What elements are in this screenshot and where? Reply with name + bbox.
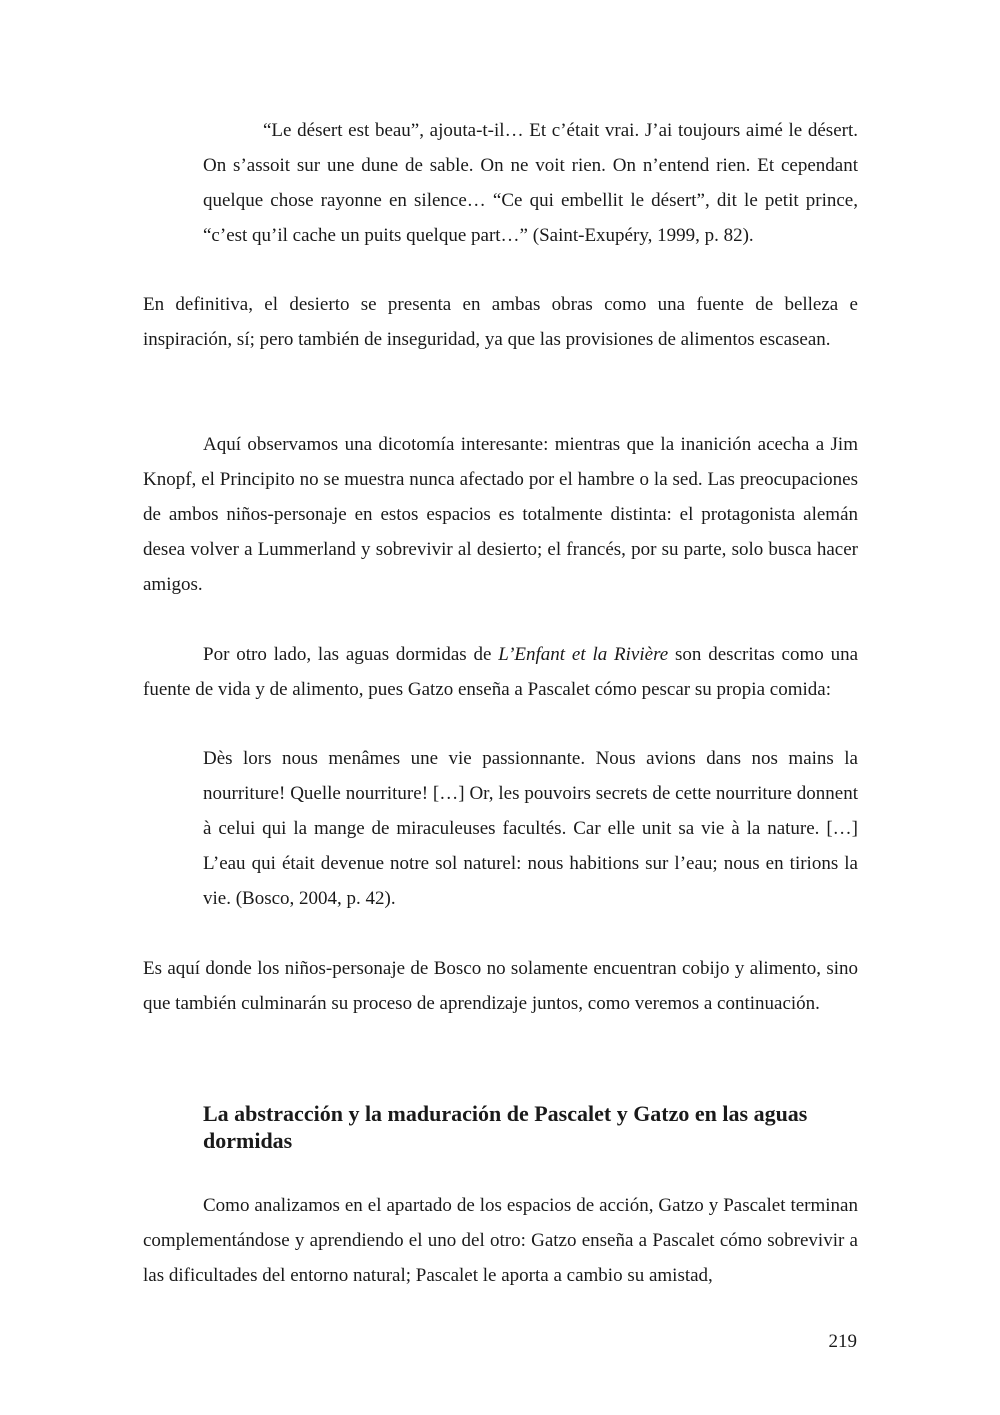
block-quote-saint-exupery: “Le désert est beau”, ajouta-t-il… Et c’était vrai. J’ai toujours aimé le désert. On s’assoit sur une dune de sable. On ne voit rien. On n’entend rien. Et cependant quelque chose rayonne en silence… “Ce qui embellit le désert”, dit le petit prince, “c’est qu’il cache un puits quelque part…” (Saint-Exupéry, 1999, p. 82). — [203, 120, 858, 246]
block-quote-bosco: Dès lors nous menâmes une vie passionnante. Nous avions dans nos mains la nourriture! Quelle nourriture! […] Or, les pouvoirs secrets de cette nourriture donnent à celui qui la mange de miraculeuses facultés. Car elle unit sa vie à la nature. […] L’eau qui était devenue notre sol naturel: nous habitions sur l’eau; nous en tirions la vie. (Bosco, 2004, p. 42). — [203, 748, 858, 909]
paragraph-text-before-title: Por otro lado, las aguas dormidas de — [203, 644, 499, 665]
paragraph-bosco-children: Es aquí donde los niños-personaje de Bosco no solamente encuentran cobijo y alimento, sino que también culminarán su proceso de aprendizaje juntos, como veremos a continuación. — [143, 958, 858, 1014]
paragraph-text-after-title: son descritas como una fuente de vida y de alimento, pues Gatzo enseña a Pascalet cómo pescar su propia comida: — [143, 644, 859, 700]
section-heading: La abstracción y la maduración de Pascalet y Gatzo en las aguas dormidas — [203, 1101, 808, 1153]
page-number: 219 — [828, 1331, 857, 1352]
paragraph-desert-conclusion: En definitiva, el desierto se presenta en ambas obras como una fuente de belleza e inspiración, sí; pero también de inseguridad, ya que las provisiones de alimentos escasean. — [143, 294, 858, 350]
paragraph-abstraction: Como analizamos en el apartado de los espacios de acción, Gatzo y Pascalet terminan complementándose y aprendiendo el uno del otro: Gatzo enseña a Pascalet cómo sobrevivir a las dificultades del entorno natural; Pascalet le aporta a cambio su amistad, — [143, 1195, 858, 1286]
paragraph-sleeping-waters — [143, 637, 858, 707]
book-title-italic: L’Enfant et la Rivière — [498, 644, 669, 665]
paragraph-dichotomy: Aquí observamos una dicotomía interesante: mientras que la inanición acecha a Jim Knopf, el Principito no se muestra nunca afectado por el hambre o la sed. Las preocupaciones de ambos niños-personaje en estos espacios es totalmente distinta: el protagonista alemán desea volver a Lummerland y sobrevivir al desierto; el francés, por su parte, solo busca hacer amigos. — [143, 434, 858, 595]
